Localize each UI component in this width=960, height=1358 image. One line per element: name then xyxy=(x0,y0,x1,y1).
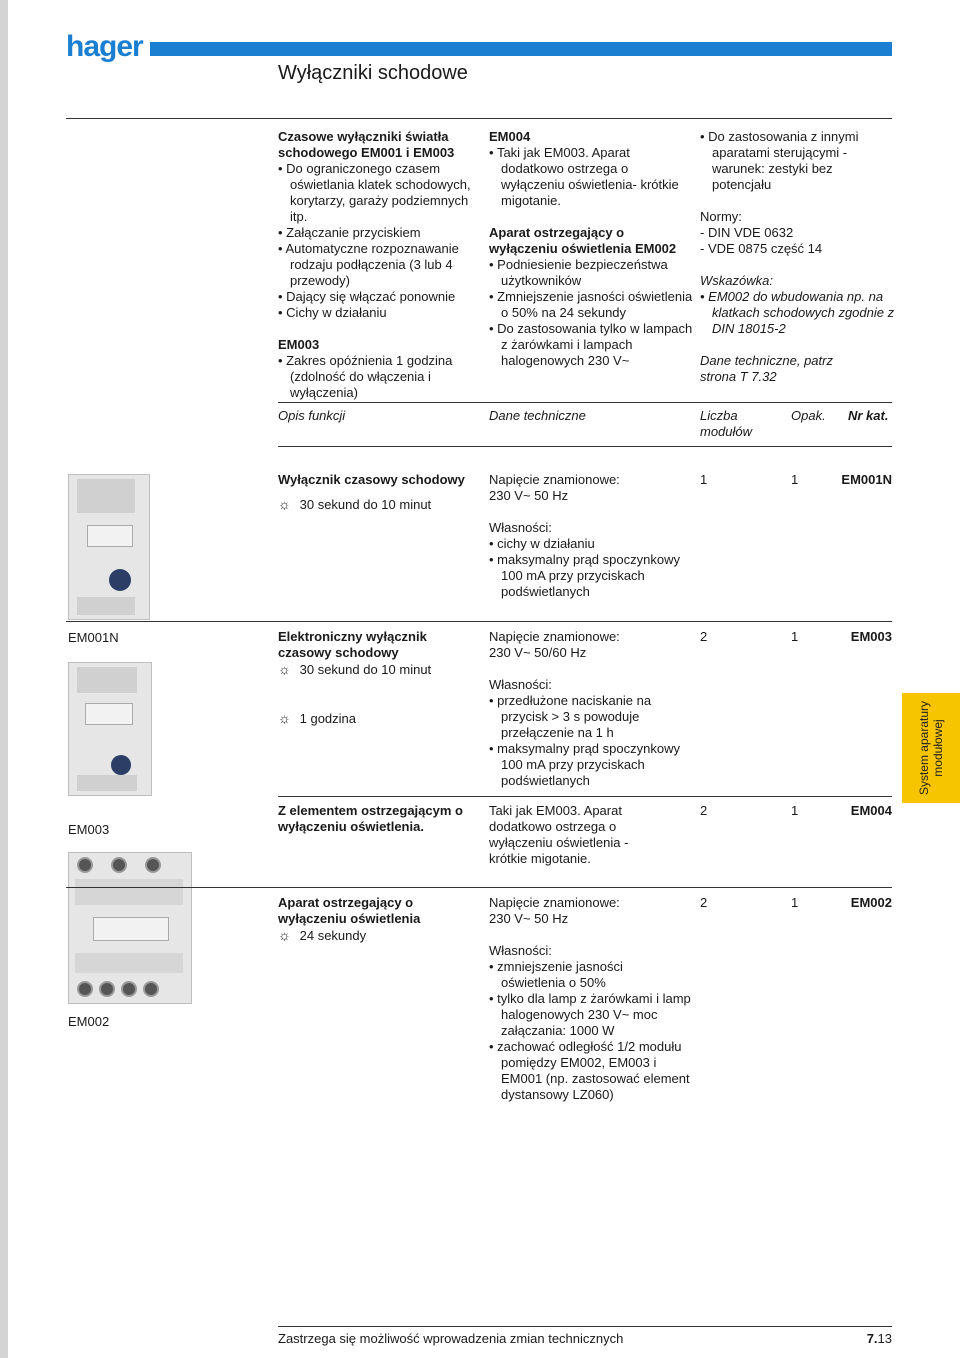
product-2-tech xyxy=(489,629,699,789)
page-number: 7.13 xyxy=(866,1331,892,1346)
product-name: Elektroniczny wyłącznik czasowy schodowy xyxy=(278,629,427,660)
side-tab-label: System aparatury modułowej xyxy=(917,700,945,796)
hint-label: Wskazówka: xyxy=(700,273,773,288)
product-name: Aparat ostrzegający o wyłączeniu oświetlenia xyxy=(278,895,421,926)
modules-count: 2 xyxy=(700,803,708,818)
intro-column-2 xyxy=(489,129,694,369)
voltage-value: 230 V~ 50/60 Hz xyxy=(489,645,587,660)
product-image-em001n xyxy=(68,474,150,620)
list-item: • Zmniejszenie jasności oświetlenia o 50% na 24 sekundy xyxy=(489,289,693,320)
product-image-em003 xyxy=(68,662,152,796)
image-caption: EM002 xyxy=(68,1014,110,1029)
pack-count: 1 xyxy=(791,803,799,818)
header-modules: Liczba modułów xyxy=(700,408,753,439)
catalog-number: EM002 xyxy=(850,895,892,910)
pack-count: 1 xyxy=(791,472,799,487)
catalog-number: EM003 xyxy=(850,629,892,644)
list-item: • tylko dla lamp z żarówkami i lamp halogenowych 230 V~ moc załączania: 1000 W xyxy=(489,991,691,1038)
product-4-tech xyxy=(489,895,701,1103)
divider-top xyxy=(66,118,892,119)
list-item: • Zakres opóźnienia 1 godzina (zdolność do włączenia i wyłączenia) xyxy=(278,353,453,400)
header-pack: Opak. xyxy=(791,408,826,423)
list-item: • Taki jak EM003. Aparat dodatkowo ostrzega o wyłączeniu oświetlenia- krótkie migotanie. xyxy=(489,145,679,208)
list-item: • maksymalny prąd spoczynkowy 100 mA przy przyciskach podświetlanych xyxy=(489,741,680,788)
list-item: • Do zastosowania z innymi aparatami sterującymi - warunek: zestyki bez potencjału xyxy=(700,129,859,192)
section-side-tab xyxy=(902,693,960,803)
norm-item: - DIN VDE 0632 xyxy=(700,225,794,240)
catalog-number: EM004 xyxy=(850,803,892,818)
props-label: Własności: xyxy=(489,943,552,958)
timing-row: ☼ 30 sekund do 10 minut xyxy=(278,496,432,512)
product-2-function xyxy=(278,629,483,727)
list-item: • EM002 do wbudowania np. na klatkach schodowych zgodnie z DIN 18015-2 xyxy=(700,289,895,336)
list-item: • Do zastosowania tylko w lampach z żarówkami i lampach halogenowych 230 V~ xyxy=(489,321,693,368)
tech-reference: Dane techniczne, patrz strona T 7.32 xyxy=(700,353,833,384)
divider-footer xyxy=(278,1326,892,1327)
header-catno: Nr kat. xyxy=(848,408,889,423)
image-caption: EM003 xyxy=(68,822,110,837)
list-item: • Automatyczne rozpoznawanie rodzaju podłączenia (3 lub 4 przewody) xyxy=(278,241,459,288)
list-item: • zachować odległość 1/2 modułu pomiędzy EM002, EM003 i EM001 (np. zastosować element dystansowy LZ060) xyxy=(489,1039,690,1102)
brand-top-bar xyxy=(150,42,892,56)
sun-timer-icon: ☼ xyxy=(278,496,291,512)
product-1-function xyxy=(278,472,483,513)
row-divider xyxy=(278,796,892,797)
page-title: Wyłączniki schodowe xyxy=(278,62,468,84)
list-item: • cichy w działaniu xyxy=(489,536,595,551)
divider-header-bottom xyxy=(278,446,892,447)
intro-heading: Czasowe wyłączniki światła schodowego EM001 i EM003 xyxy=(278,129,455,160)
intro-heading: EM004 xyxy=(489,129,531,144)
timing-row: ☼ 1 godzina xyxy=(278,710,357,726)
list-item: • zmniejszenie jasności oświetlenia o 50% xyxy=(489,959,623,990)
product-description: Taki jak EM003. Aparat dodatkowo ostrzega o wyłączeniu oświetlenia - krótkie migotanie. xyxy=(489,803,629,866)
norms-label: Normy: xyxy=(700,209,742,224)
catalog-number: EM001N xyxy=(841,472,892,487)
row-divider xyxy=(66,621,892,622)
list-item: • przedłużone naciskanie na przycisk > 3 s powoduje przełączenie na 1 h xyxy=(489,693,652,740)
image-caption: EM001N xyxy=(68,630,119,645)
timing-row: ☼ 24 sekundy xyxy=(278,927,367,943)
header-function: Opis funkcji xyxy=(278,408,346,423)
intro-subheading: Aparat ostrzegający o wyłączeniu oświetlenia EM002 xyxy=(489,225,677,256)
intro-column-1 xyxy=(278,129,478,401)
intro-subheading: EM003 xyxy=(278,337,320,352)
voltage-label: Napięcie znamionowe: xyxy=(489,472,620,487)
modules-count: 2 xyxy=(700,895,708,910)
intro-column-3 xyxy=(700,129,895,385)
props-label: Własności: xyxy=(489,677,552,692)
list-item: • Do ograniczonego czasem oświetlania klatek schodowych, korytarzy, garaży podziemnych itp. xyxy=(278,161,471,224)
voltage-value: 230 V~ 50 Hz xyxy=(489,911,569,926)
product-name: Wyłącznik czasowy schodowy xyxy=(278,472,465,487)
list-item: • Załączanie przyciskiem xyxy=(278,225,421,240)
props-label: Własności: xyxy=(489,520,552,535)
sun-timer-icon: ☼ xyxy=(278,927,291,943)
hager-logo: hager xyxy=(66,30,143,63)
product-image-em002 xyxy=(68,852,192,1004)
list-item: • maksymalny prąd spoczynkowy 100 mA przy przyciskach podświetlanych xyxy=(489,552,680,599)
product-name: Z elementem ostrzegającym o wyłączeniu oświetlenia. xyxy=(278,803,463,834)
sun-timer-icon: ☼ xyxy=(278,661,291,677)
voltage-label: Napięcie znamionowe: xyxy=(489,895,620,910)
voltage-label: Napięcie znamionowe: xyxy=(489,629,620,644)
divider-header xyxy=(278,402,892,403)
list-item: • Dający się włączać ponownie xyxy=(278,289,456,304)
voltage-value: 230 V~ 50 Hz xyxy=(489,488,569,503)
modules-count: 1 xyxy=(700,472,708,487)
header-tech: Dane techniczne xyxy=(489,408,586,423)
footer-note: Zastrzega się możliwość wprowadzenia zmian technicznych xyxy=(278,1331,624,1346)
product-3-tech xyxy=(489,803,664,867)
norm-item: - VDE 0875 część 14 xyxy=(700,241,823,256)
modules-count: 2 xyxy=(700,629,708,644)
pack-count: 1 xyxy=(791,895,799,910)
product-1-tech xyxy=(489,472,699,600)
row-divider xyxy=(66,887,892,888)
product-3-function xyxy=(278,803,483,835)
pack-count: 1 xyxy=(791,629,799,644)
list-item: • Podniesienie bezpieczeństwa użytkowników xyxy=(489,257,668,288)
product-4-function xyxy=(278,895,478,944)
list-item: • Cichy w działaniu xyxy=(278,305,387,320)
timing-row: ☼ 30 sekund do 10 minut xyxy=(278,661,432,677)
left-margin-bar xyxy=(0,0,8,1358)
sun-timer-icon: ☼ xyxy=(278,710,291,726)
